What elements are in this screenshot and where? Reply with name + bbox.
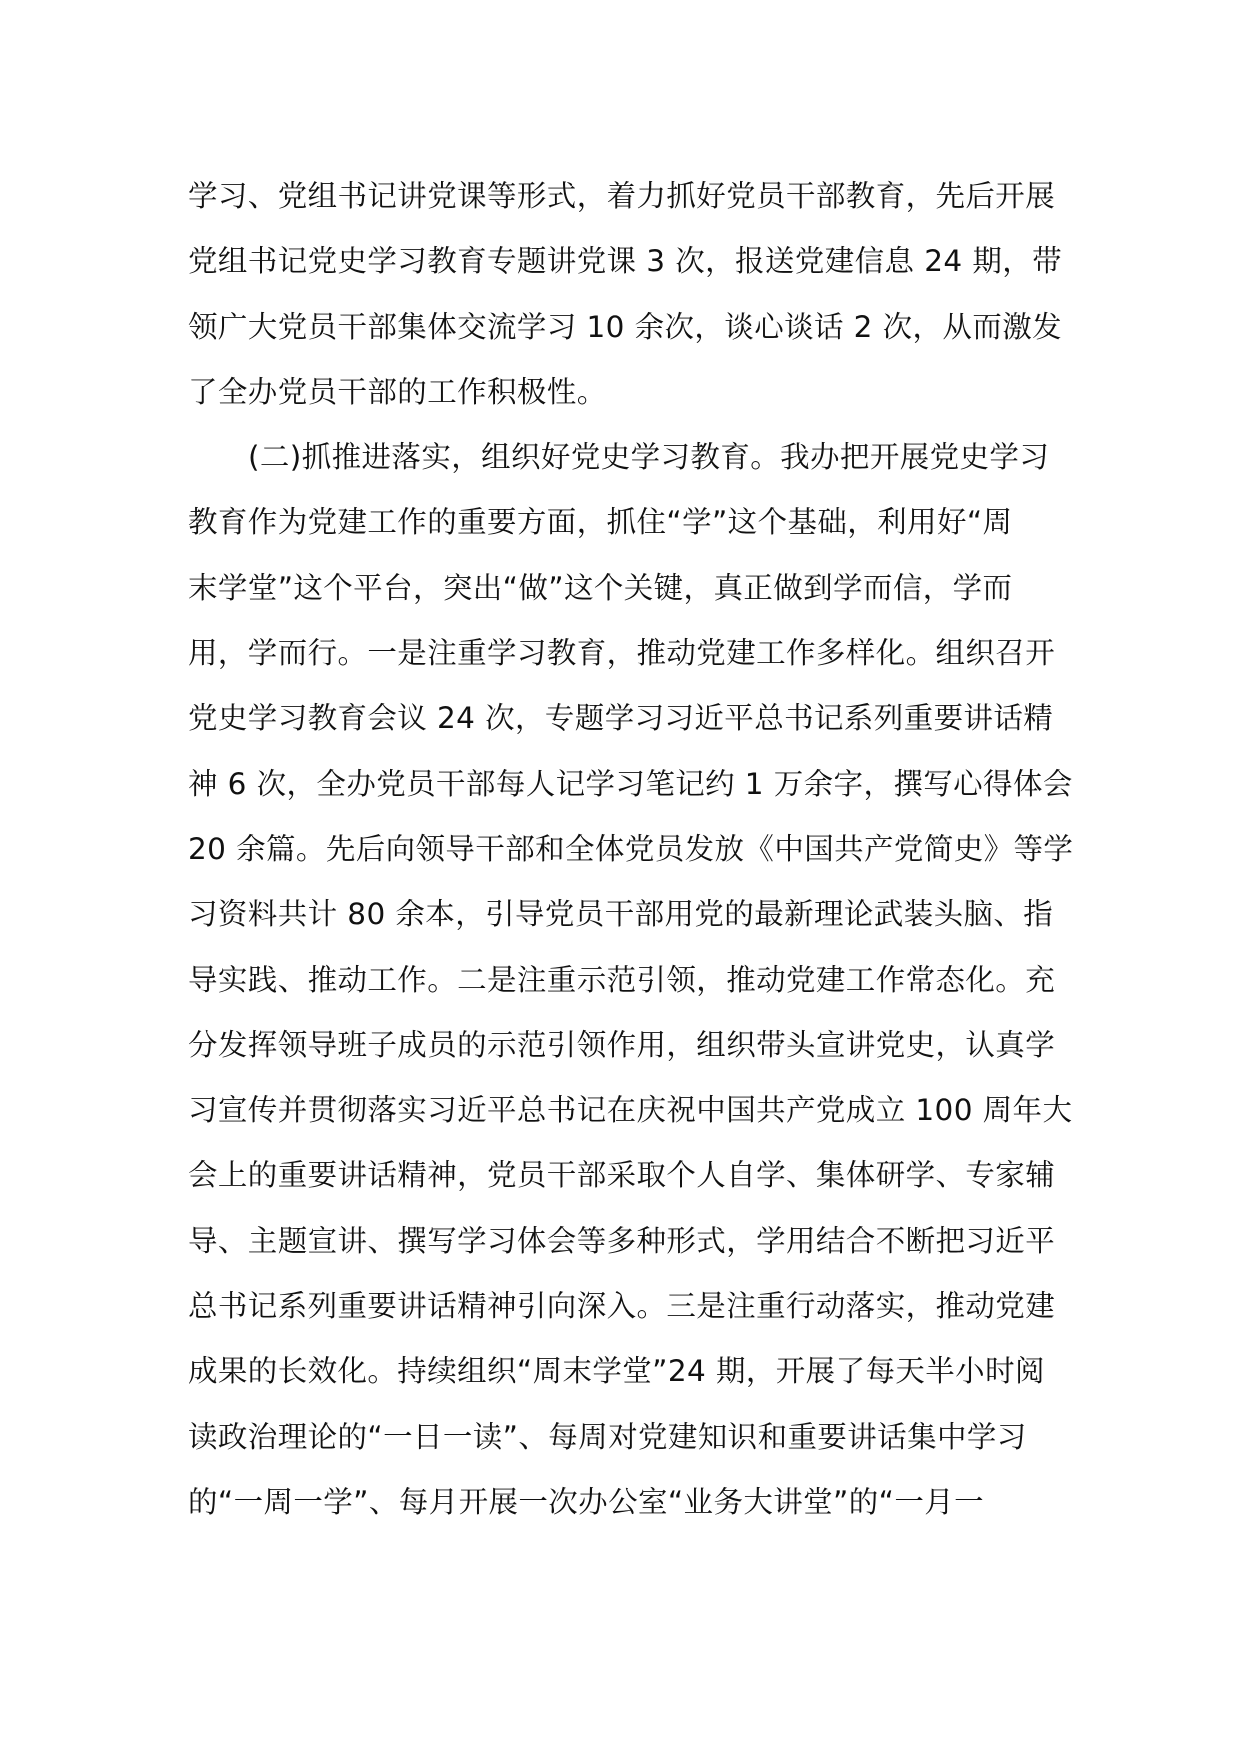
text-line: 导实践、推动工作。二是注重示范引领，推动党建工作常态化。充 — [188, 962, 1056, 997]
text-line: 的“一周一学”、每月开展一次办公室“业务大讲堂”的“一月一 — [188, 1484, 985, 1519]
document-body — [188, 164, 1074, 1535]
text-line: 会上的重要讲话精神，党员干部采取个人自学、集体研学、专家辅 — [188, 1158, 1056, 1193]
text-line: 习宣传并贯彻落实习近平总书记在庆祝中国共产党成立 100 周年大 — [188, 1093, 1073, 1128]
paragraph-section-two — [188, 425, 1074, 1535]
text-line: 末学堂”这个平台，突出“做”这个关键，真正做到学而信，学而 — [188, 570, 1013, 605]
text-line: 党组书记党史学习教育专题讲党课 3 次，报送党建信息 24 期，带 — [188, 244, 1063, 279]
text-line-first: (二)抓推进落实，组织好党史学习教育。我办把开展党史学习 — [248, 440, 1050, 475]
text-line: 领广大党员干部集体交流学习 10 余次，谈心谈话 2 次，从而激发 — [188, 309, 1063, 344]
text-line: 学习、党组书记讲党课等形式，着力抓好党员干部教育，先后开展 — [188, 179, 1056, 213]
paragraph-continued — [188, 164, 1068, 425]
text-line: 读政治理论的“一日一读”、每周对党建知识和重要讲话集中学习 — [188, 1419, 1027, 1454]
text-line: 了全办党员干部的工作积极性。 — [188, 374, 607, 409]
text-line: 总书记系列重要讲话精神引向深入。三是注重行动落实，推动党建 — [188, 1289, 1056, 1324]
text-line: 分发挥领导班子成员的示范引领作用，组织带头宣讲党史，认真学 — [188, 1027, 1056, 1062]
text-line: 成果的长效化。持续组织“周末学堂”24 期，开展了每天半小时阅 — [188, 1354, 1045, 1389]
text-line: 用，学而行。一是注重学习教育，推动党建工作多样化。组织召开 — [188, 636, 1056, 671]
text-line: 神 6 次，全办党员干部每人记学习笔记约 1 万余字，撰写心得体会 — [188, 766, 1073, 801]
text-line: 教育作为党建工作的重要方面，抓住“学”这个基础，利用好“周 — [188, 505, 1013, 540]
text-line: 导、主题宣讲、撰写学习体会等多种形式，学用结合不断把习近平 — [188, 1223, 1056, 1258]
text-line: 习资料共计 80 余本，引导党员干部用党的最新理论武装头脑、指 — [188, 897, 1054, 932]
text-line: 20 余篇。先后向领导干部和全体党员发放《中国共产党简史》等学 — [188, 831, 1074, 866]
text-line: 党史学习教育会议 24 次，专题学习习近平总书记系列重要讲话精 — [188, 701, 1054, 736]
